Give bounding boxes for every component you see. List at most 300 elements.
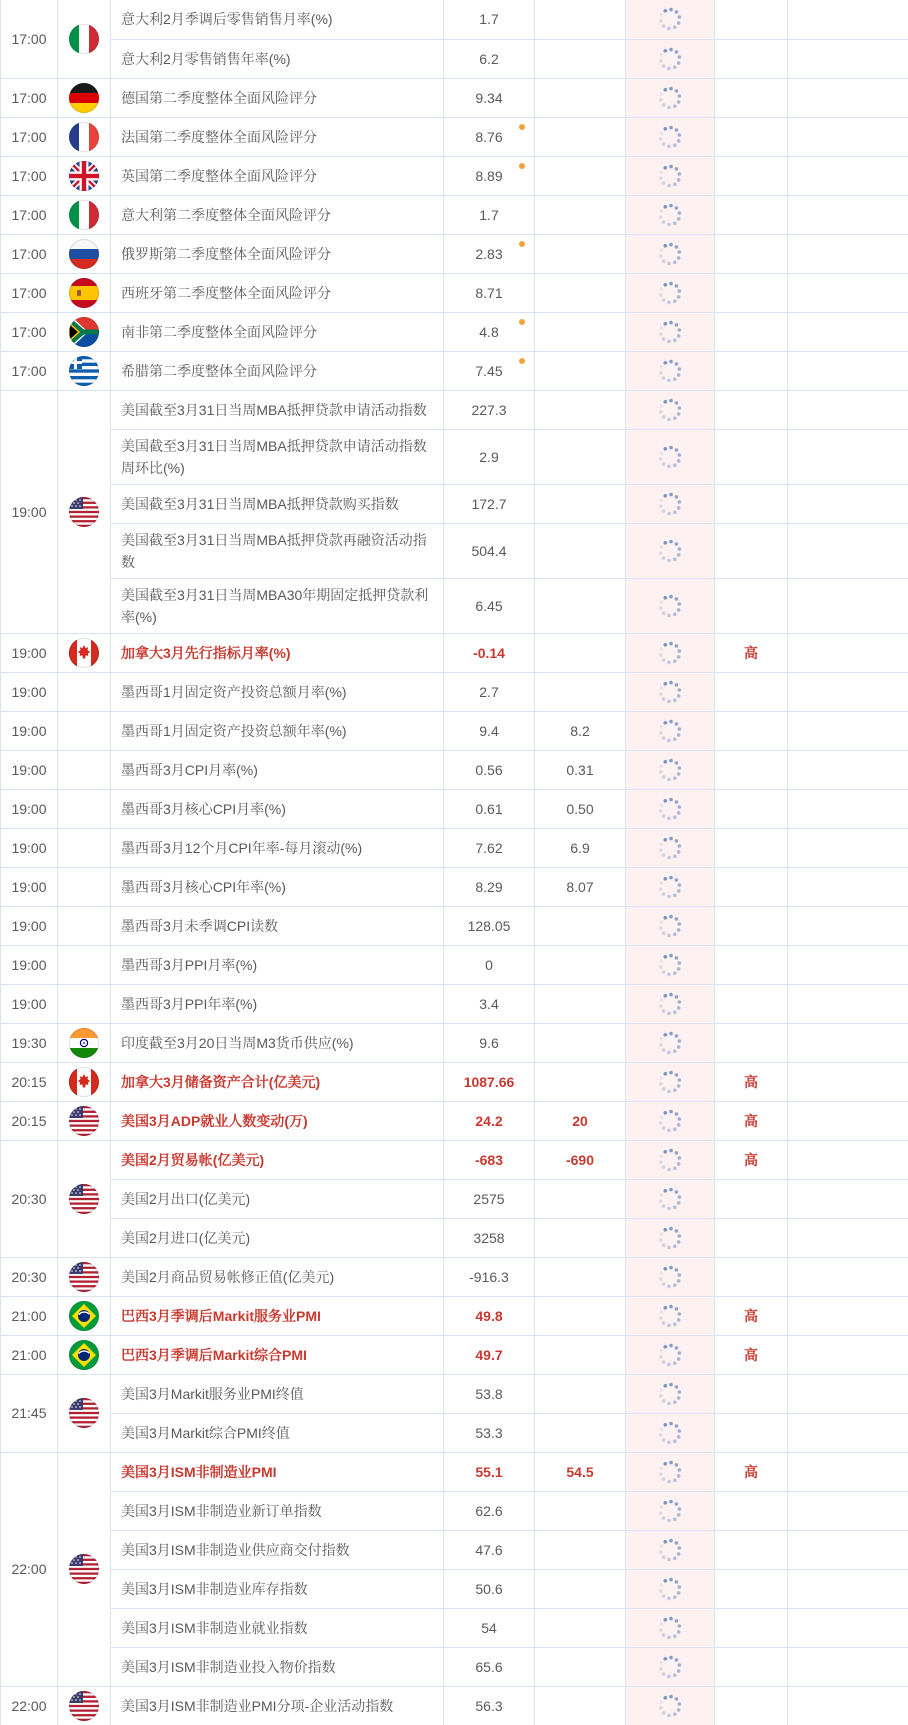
empty-cell [788, 429, 908, 484]
chart-loading-cell [626, 1647, 715, 1686]
forecast-value [535, 1257, 626, 1296]
usa-flag-icon [69, 1184, 99, 1214]
loading-spinner-icon [657, 1030, 683, 1056]
loading-spinner-icon [657, 640, 683, 666]
empty-cell [788, 0, 908, 39]
country-flag-cell [58, 312, 111, 351]
event-name: 西班牙第二季度整体全面风险评分 [111, 273, 444, 312]
importance-badge: 高 [715, 1140, 788, 1179]
loading-spinner-icon [657, 1225, 683, 1251]
calendar-row[interactable] [1, 273, 908, 312]
india-flag-icon [69, 1028, 99, 1058]
country-flag-cell [58, 390, 111, 633]
event-time: 19:00 [1, 984, 58, 1023]
event-time: 20:30 [1, 1257, 58, 1296]
loading-spinner-icon [657, 491, 683, 517]
france-flag-icon [69, 122, 99, 152]
event-time: 19:00 [1, 789, 58, 828]
event-name: 美国2月出口(亿美元) [111, 1179, 444, 1218]
event-time: 17:00 [1, 273, 58, 312]
empty-cell [788, 789, 908, 828]
calendar-row[interactable] [1, 672, 908, 711]
calendar-row[interactable] [1, 390, 908, 429]
forecast-value [535, 578, 626, 633]
calendar-row[interactable] [1, 984, 908, 1023]
event-time: 17:00 [1, 312, 58, 351]
loading-spinner-icon [657, 913, 683, 939]
loading-spinner-icon [657, 397, 683, 423]
actual-value: 6.45 [444, 578, 535, 633]
country-flag-cell [58, 711, 111, 750]
loading-spinner-icon [657, 202, 683, 228]
country-flag-cell [58, 750, 111, 789]
event-time: 19:00 [1, 750, 58, 789]
country-flag-cell [58, 156, 111, 195]
event-name: 美国3月ISM非制造业新订单指数 [111, 1491, 444, 1530]
chart-loading-cell [626, 1101, 715, 1140]
forecast-value [535, 429, 626, 484]
germany-flag-icon [69, 83, 99, 113]
loading-spinner-icon [657, 718, 683, 744]
loading-spinner-icon [657, 1576, 683, 1602]
forecast-value [535, 945, 626, 984]
brazil-flag-icon [69, 1301, 99, 1331]
loading-spinner-icon [657, 1069, 683, 1095]
empty-cell [788, 1647, 908, 1686]
revised-dot-icon [519, 241, 525, 247]
calendar-row[interactable] [1, 1608, 908, 1647]
country-flag-cell [58, 1257, 111, 1296]
chart-loading-cell [626, 1257, 715, 1296]
loading-spinner-icon [657, 319, 683, 345]
loading-spinner-icon [657, 1381, 683, 1407]
actual-value: 0.56 [444, 750, 535, 789]
actual-value: 49.8 [444, 1296, 535, 1335]
chart-loading-cell [626, 351, 715, 390]
chart-loading-cell [626, 1335, 715, 1374]
importance-badge [715, 156, 788, 195]
forecast-value [535, 906, 626, 945]
importance-badge [715, 867, 788, 906]
chart-loading-cell [626, 1686, 715, 1725]
importance-badge: 高 [715, 1062, 788, 1101]
event-time: 19:00 [1, 711, 58, 750]
greece-flag-icon [69, 356, 99, 386]
importance-badge [715, 1491, 788, 1530]
event-name: 美国截至3月31日当周MBA30年期固定抵押贷款利率(%) [111, 578, 444, 633]
importance-badge [715, 1647, 788, 1686]
event-name: 美国3月ISM非制造业PMI分项-企业活动指数 [111, 1686, 444, 1725]
actual-value: 54 [444, 1608, 535, 1647]
event-name: 墨西哥1月固定资产投资总额月率(%) [111, 672, 444, 711]
importance-badge [715, 1257, 788, 1296]
calendar-row[interactable] [1, 1686, 908, 1725]
actual-value: 3258 [444, 1218, 535, 1257]
event-name: 墨西哥3月PPI月率(%) [111, 945, 444, 984]
forecast-value [535, 78, 626, 117]
actual-value: 0.61 [444, 789, 535, 828]
event-name: 意大利第二季度整体全面风险评分 [111, 195, 444, 234]
calendar-row[interactable] [1, 78, 908, 117]
loading-spinner-icon [657, 1498, 683, 1524]
chart-loading-cell [626, 1218, 715, 1257]
country-flag-cell [58, 1452, 111, 1686]
importance-badge: 高 [715, 1296, 788, 1335]
importance-badge [715, 1530, 788, 1569]
event-name: 美国截至3月31日当周MBA抵押贷款申请活动指数周环比(%) [111, 429, 444, 484]
event-name: 美国3月ISM非制造业PMI [111, 1452, 444, 1491]
event-name: 加拿大3月储备资产合计(亿美元) [111, 1062, 444, 1101]
calendar-row[interactable] [1, 750, 908, 789]
importance-badge [715, 1179, 788, 1218]
actual-value: 8.71 [444, 273, 535, 312]
country-flag-cell [58, 0, 111, 78]
loading-spinner-icon [657, 679, 683, 705]
event-time: 19:00 [1, 828, 58, 867]
loading-spinner-icon [657, 835, 683, 861]
empty-cell [788, 484, 908, 523]
actual-value: 227.3 [444, 390, 535, 429]
empty-cell [788, 1101, 908, 1140]
empty-cell [788, 750, 908, 789]
event-name: 墨西哥3月核心CPI月率(%) [111, 789, 444, 828]
revised-dot-icon [519, 358, 525, 364]
loading-spinner-icon [657, 796, 683, 822]
chart-loading-cell [626, 711, 715, 750]
importance-badge [715, 711, 788, 750]
calendar-row[interactable] [1, 1452, 908, 1491]
actual-value: 7.45 [444, 351, 535, 390]
event-name: 墨西哥1月固定资产投资总额年率(%) [111, 711, 444, 750]
actual-value: 1.7 [444, 195, 535, 234]
loading-spinner-icon [657, 241, 683, 267]
empty-cell [788, 523, 908, 578]
loading-spinner-icon [657, 6, 683, 32]
loading-spinner-icon [657, 1654, 683, 1680]
loading-spinner-icon [657, 1342, 683, 1368]
chart-loading-cell [626, 273, 715, 312]
country-flag-cell [58, 78, 111, 117]
calendar-row[interactable] [1, 1140, 908, 1179]
country-flag-cell [58, 117, 111, 156]
calendar-row[interactable] [1, 828, 908, 867]
actual-value: 2.7 [444, 672, 535, 711]
event-name: 墨西哥3月未季调CPI读数 [111, 906, 444, 945]
empty-cell [788, 828, 908, 867]
forecast-value [535, 1413, 626, 1452]
actual-value: 9.34 [444, 78, 535, 117]
empty-cell [788, 78, 908, 117]
forecast-value [535, 1335, 626, 1374]
actual-value: 53.8 [444, 1374, 535, 1413]
calendar-row[interactable] [1, 1101, 908, 1140]
loading-spinner-icon [657, 1186, 683, 1212]
event-name: 英国第二季度整体全面风险评分 [111, 156, 444, 195]
chart-loading-cell [626, 945, 715, 984]
actual-value: 47.6 [444, 1530, 535, 1569]
loading-spinner-icon [657, 1108, 683, 1134]
event-name: 美国2月进口(亿美元) [111, 1218, 444, 1257]
calendar-row[interactable] [1, 1179, 908, 1218]
forecast-value [535, 156, 626, 195]
empty-cell [788, 1335, 908, 1374]
forecast-value [535, 1062, 626, 1101]
actual-value: 56.3 [444, 1686, 535, 1725]
importance-badge [715, 234, 788, 273]
event-time: 17:00 [1, 78, 58, 117]
importance-badge [715, 1608, 788, 1647]
calendar-row[interactable] [1, 867, 908, 906]
forecast-value [535, 1374, 626, 1413]
calendar-row[interactable] [1, 429, 908, 484]
empty-cell [788, 1413, 908, 1452]
importance-badge [715, 195, 788, 234]
country-flag-cell [58, 789, 111, 828]
calendar-row[interactable] [1, 945, 908, 984]
actual-value: 53.3 [444, 1413, 535, 1452]
loading-spinner-icon [657, 874, 683, 900]
empty-cell [788, 195, 908, 234]
chart-loading-cell [626, 195, 715, 234]
forecast-value: 20 [535, 1101, 626, 1140]
country-flag-cell [58, 906, 111, 945]
importance-badge [715, 390, 788, 429]
importance-badge [715, 1686, 788, 1725]
country-flag-cell [58, 672, 111, 711]
empty-cell [788, 1023, 908, 1062]
event-name: 印度截至3月20日当周M3货币供应(%) [111, 1023, 444, 1062]
importance-badge: 高 [715, 633, 788, 672]
chart-loading-cell [626, 1608, 715, 1647]
country-flag-cell [58, 195, 111, 234]
forecast-value: 6.9 [535, 828, 626, 867]
country-flag-cell [58, 1062, 111, 1101]
usa-flag-icon [69, 1398, 99, 1428]
event-time: 22:00 [1, 1686, 58, 1725]
event-time: 19:00 [1, 945, 58, 984]
calendar-row[interactable] [1, 0, 908, 39]
chart-loading-cell [626, 1569, 715, 1608]
forecast-value [535, 0, 626, 39]
loading-spinner-icon [657, 85, 683, 111]
calendar-row[interactable] [1, 1296, 908, 1335]
chart-loading-cell [626, 39, 715, 78]
forecast-value: 8.2 [535, 711, 626, 750]
usa-flag-icon [69, 1554, 99, 1584]
actual-value: 49.7 [444, 1335, 535, 1374]
forecast-value [535, 1218, 626, 1257]
calendar-row[interactable] [1, 1569, 908, 1608]
south-africa-flag-icon [69, 317, 99, 347]
calendar-row[interactable] [1, 1491, 908, 1530]
empty-cell [788, 1491, 908, 1530]
chart-loading-cell [626, 906, 715, 945]
empty-cell [788, 633, 908, 672]
chart-loading-cell [626, 156, 715, 195]
importance-badge [715, 984, 788, 1023]
calendar-row[interactable] [1, 156, 908, 195]
chart-loading-cell [626, 750, 715, 789]
loading-spinner-icon [657, 538, 683, 564]
empty-cell [788, 578, 908, 633]
calendar-row[interactable] [1, 523, 908, 578]
calendar-row[interactable] [1, 195, 908, 234]
calendar-row[interactable] [1, 484, 908, 523]
calendar-row[interactable] [1, 1257, 908, 1296]
chart-loading-cell [626, 1452, 715, 1491]
empty-cell [788, 351, 908, 390]
loading-spinner-icon [657, 1537, 683, 1563]
forecast-value [535, 234, 626, 273]
event-time: 20:15 [1, 1062, 58, 1101]
loading-spinner-icon [657, 1147, 683, 1173]
loading-spinner-icon [657, 444, 683, 470]
actual-value: 4.8 [444, 312, 535, 351]
canada-flag-icon [69, 638, 99, 668]
loading-spinner-icon [657, 991, 683, 1017]
event-time: 20:30 [1, 1140, 58, 1257]
chart-loading-cell [626, 984, 715, 1023]
event-name: 加拿大3月先行指标月率(%) [111, 633, 444, 672]
country-flag-cell [58, 1296, 111, 1335]
forecast-value [535, 984, 626, 1023]
calendar-row[interactable] [1, 1023, 908, 1062]
event-name: 巴西3月季调后Markit综合PMI [111, 1335, 444, 1374]
calendar-row[interactable] [1, 1530, 908, 1569]
usa-flag-icon [69, 1106, 99, 1136]
usa-flag-icon [69, 1691, 99, 1721]
actual-value: 172.7 [444, 484, 535, 523]
loading-spinner-icon [657, 1693, 683, 1719]
event-name: 美国3月ISM非制造业供应商交付指数 [111, 1530, 444, 1569]
actual-value: 1087.66 [444, 1062, 535, 1101]
forecast-value [535, 195, 626, 234]
calendar-row[interactable] [1, 312, 908, 351]
empty-cell [788, 117, 908, 156]
importance-badge [715, 906, 788, 945]
forecast-value [535, 351, 626, 390]
chart-loading-cell [626, 234, 715, 273]
calendar-row[interactable] [1, 1335, 908, 1374]
forecast-value [535, 39, 626, 78]
calendar-row[interactable] [1, 1413, 908, 1452]
calendar-row[interactable] [1, 711, 908, 750]
chart-loading-cell [626, 1179, 715, 1218]
forecast-value: 8.07 [535, 867, 626, 906]
empty-cell [788, 1179, 908, 1218]
importance-badge [715, 1413, 788, 1452]
event-time: 17:00 [1, 0, 58, 78]
event-name: 美国2月商品贸易帐修正值(亿美元) [111, 1257, 444, 1296]
importance-badge: 高 [715, 1101, 788, 1140]
empty-cell [788, 672, 908, 711]
event-name: 美国2月贸易帐(亿美元) [111, 1140, 444, 1179]
actual-value: -916.3 [444, 1257, 535, 1296]
event-name: 美国3月ISM非制造业就业指数 [111, 1608, 444, 1647]
forecast-value [535, 1608, 626, 1647]
event-name: 法国第二季度整体全面风险评分 [111, 117, 444, 156]
calendar-row[interactable] [1, 1374, 908, 1413]
country-flag-cell [58, 633, 111, 672]
chart-loading-cell [626, 1413, 715, 1452]
event-name: 墨西哥3月CPI月率(%) [111, 750, 444, 789]
importance-badge [715, 273, 788, 312]
forecast-value [535, 633, 626, 672]
empty-cell [788, 390, 908, 429]
chart-loading-cell [626, 633, 715, 672]
empty-cell [788, 1218, 908, 1257]
calendar-row[interactable] [1, 633, 908, 672]
event-time: 17:00 [1, 351, 58, 390]
country-flag-cell [58, 1140, 111, 1257]
loading-spinner-icon [657, 1303, 683, 1329]
calendar-row[interactable] [1, 1647, 908, 1686]
calendar-row[interactable] [1, 906, 908, 945]
event-time: 19:00 [1, 672, 58, 711]
chart-loading-cell [626, 1296, 715, 1335]
brazil-flag-icon [69, 1340, 99, 1370]
chart-loading-cell [626, 1491, 715, 1530]
usa-flag-icon [69, 497, 99, 527]
forecast-value [535, 1023, 626, 1062]
importance-badge [715, 312, 788, 351]
event-name: 美国截至3月31日当周MBA抵押贷款申请活动指数 [111, 390, 444, 429]
chart-loading-cell [626, 1530, 715, 1569]
calendar-row[interactable] [1, 1062, 908, 1101]
importance-badge [715, 789, 788, 828]
importance-badge [715, 672, 788, 711]
event-name: 美国截至3月31日当周MBA抵押贷款再融资活动指数 [111, 523, 444, 578]
country-flag-cell [58, 984, 111, 1023]
forecast-value [535, 273, 626, 312]
importance-badge [715, 945, 788, 984]
empty-cell [788, 312, 908, 351]
event-time: 17:00 [1, 117, 58, 156]
loading-spinner-icon [657, 163, 683, 189]
calendar-row[interactable] [1, 789, 908, 828]
empty-cell [788, 273, 908, 312]
event-name: 美国3月ISM非制造业投入物价指数 [111, 1647, 444, 1686]
empty-cell [788, 39, 908, 78]
calendar-row[interactable] [1, 578, 908, 633]
event-time: 19:00 [1, 390, 58, 633]
calendar-row[interactable] [1, 39, 908, 78]
spain-flag-icon [69, 278, 99, 308]
actual-value: 62.6 [444, 1491, 535, 1530]
country-flag-cell [58, 828, 111, 867]
actual-value: 8.76 [444, 117, 535, 156]
forecast-value: 0.50 [535, 789, 626, 828]
empty-cell [788, 945, 908, 984]
calendar-row[interactable] [1, 117, 908, 156]
event-name: 美国3月ADP就业人数变动(万) [111, 1101, 444, 1140]
actual-value: -0.14 [444, 633, 535, 672]
calendar-row[interactable] [1, 234, 908, 273]
revised-dot-icon [519, 124, 525, 130]
country-flag-cell [58, 1023, 111, 1062]
calendar-row[interactable] [1, 1218, 908, 1257]
actual-value: -683 [444, 1140, 535, 1179]
importance-badge [715, 1023, 788, 1062]
actual-value: 24.2 [444, 1101, 535, 1140]
empty-cell [788, 1140, 908, 1179]
country-flag-cell [58, 1335, 111, 1374]
revised-dot-icon [519, 163, 525, 169]
importance-badge [715, 117, 788, 156]
chart-loading-cell [626, 672, 715, 711]
event-time: 19:00 [1, 633, 58, 672]
calendar-row[interactable] [1, 351, 908, 390]
